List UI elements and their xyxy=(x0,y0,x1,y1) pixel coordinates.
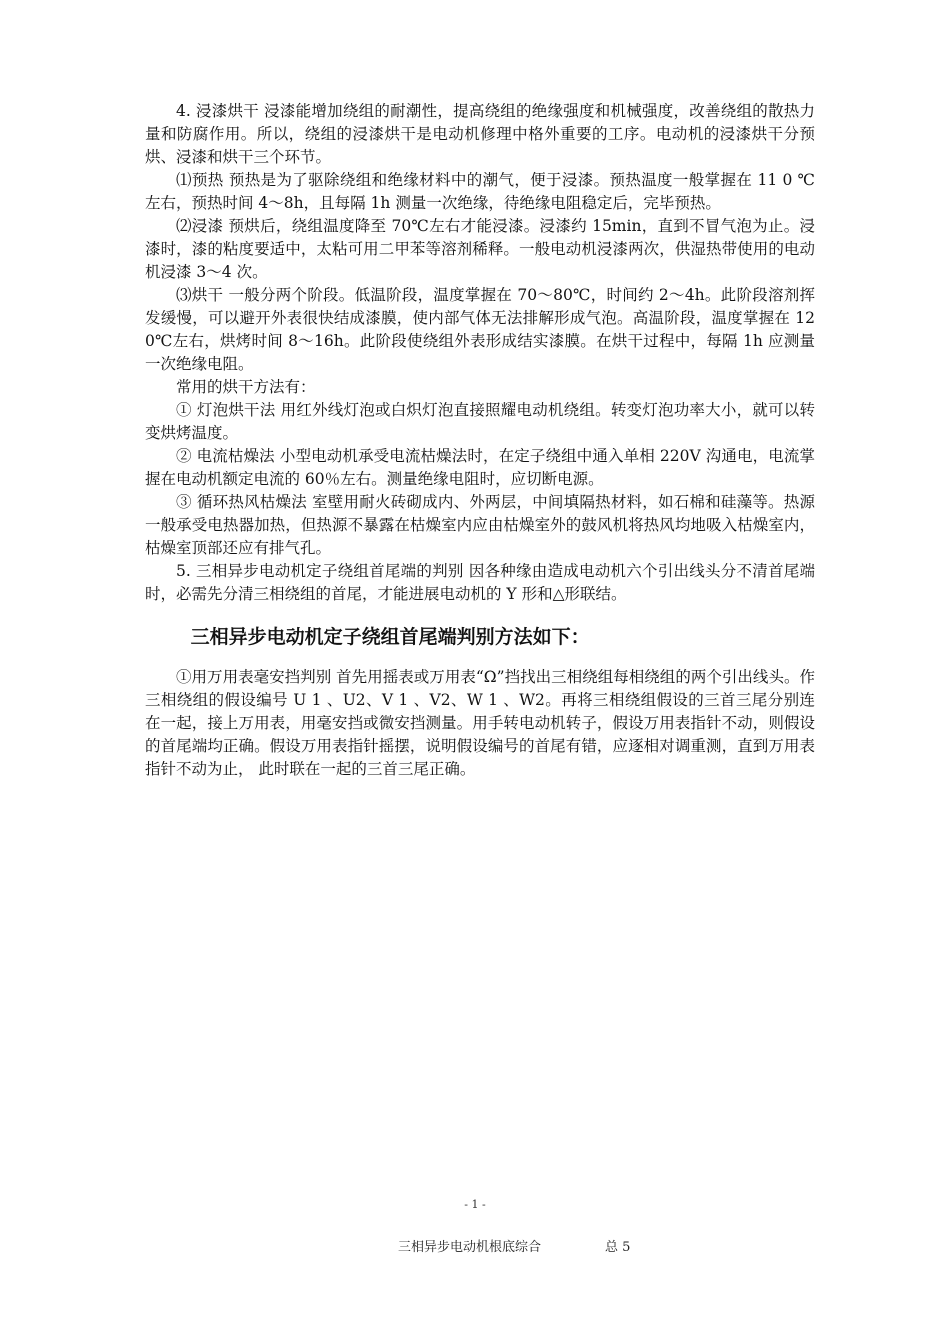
paragraph-dip-drying: 4. 浸漆烘干 浸漆能增加绕组的耐潮性，提高绕组的绝缘强度和机械强度，改善绕组的散热力量和防腐作用。所以，绕组的浸漆烘干是电动机修理中格外重要的工序。电动机的浸漆烘干分预烘、浸漆和烘干三个环节。 xyxy=(145,102,815,166)
section-heading: 三相异步电动机定子绕组首尾端判别方法如下： xyxy=(190,626,590,648)
paragraph-hot-air-drying: ③ 循环热风枯燥法 室壁用耐火砖砌成内、外两层，中间填隔热材料，如石棉和硅藻等。热源一般承受电热器加热，但热源不暴露在枯燥室内应由枯燥室外的鼓风机将热风均地吸入枯燥室内，枯燥室顶部还应有排气孔。 xyxy=(145,493,815,557)
paragraph-drying-methods-intro: 常用的烘干方法有： xyxy=(176,378,316,396)
paragraph-milliamp-method: ①用万用表毫安挡判别 首先用摇表或万用表“Ω”挡找出三相绕组每相绕组的两个引出线头。作三相绕组的假设编号 U 1 、U2、V 1 、V2、W 1 、W2。再将三相绕组假设的三首三尾分别连在一起，接上万用表，用毫安挡或微安挡测量。用手转电动机转子，假设万用表指针不动，则假设的首尾端均正确。假设万用表指针摇摆，说明假设编号的首尾有错，应逐相对调重测，直到万用表指针不动为止， 此时联在一起的三首三尾正确。 xyxy=(145,668,815,778)
page-number: - 1 - xyxy=(464,1198,486,1211)
document-body xyxy=(145,100,815,781)
page-footer xyxy=(398,1236,630,1255)
footer-total-pages: 总 5 xyxy=(605,1240,631,1255)
paragraph-dip-varnish: ⑵浸漆 预烘后，绕组温度降至 70℃左右才能浸漆。浸漆约 15min，直到不冒气泡为止。浸漆时，漆的粘度要适中，太粘可用二甲苯等溶剂稀释。一般电动机浸漆两次，供湿热带使用的电动机浸漆 3～4 次。 xyxy=(145,217,815,281)
paragraph-lamp-drying: ① 灯泡烘干法 用红外线灯泡或白炽灯泡直接照耀电动机绕组。转变灯泡功率大小，就可以转变烘烤温度。 xyxy=(145,401,815,442)
paragraph-terminal-identification: 5. 三相异步电动机定子绕组首尾端的判别 因各种缘由造成电动机六个引出线头分不清首尾端时，必需先分清三相绕组的首尾，才能进展电动机的 Y 形和△形联结。 xyxy=(145,562,815,603)
paragraph-drying: ⑶烘干 一般分两个阶段。低温阶段，温度掌握在 70～80℃，时间约 2～4h。此阶段溶剂挥发缓慢，可以避开外表很快结成漆膜，使内部气体无法排解形成气泡。高温阶段，温度掌握在 120℃左右，烘烤时间 8～16h。此阶段使绕组外表形成结实漆膜。在烘干过程中，每隔 1h 应测量一次绝缘电阻。 xyxy=(145,286,815,373)
footer-title: 三相异步电动机根底综合 xyxy=(398,1240,542,1255)
paragraph-preheat: ⑴预热 预热是为了驱除绕组和绝缘材料中的潮气，便于浸漆。预热温度一般掌握在 11 0 ℃左右，预热时间 4～8h，且每隔 1h 测量一次绝缘，待绝缘电阻稳定后，完毕预热。 xyxy=(145,171,815,212)
paragraph-current-drying: ② 电流枯燥法 小型电动机承受电流枯燥法时，在定子绕组中通入单相 220V 沟通电，电流掌握在电动机额定电流的 60％左右。测量绝缘电阻时，应切断电源。 xyxy=(145,447,815,488)
